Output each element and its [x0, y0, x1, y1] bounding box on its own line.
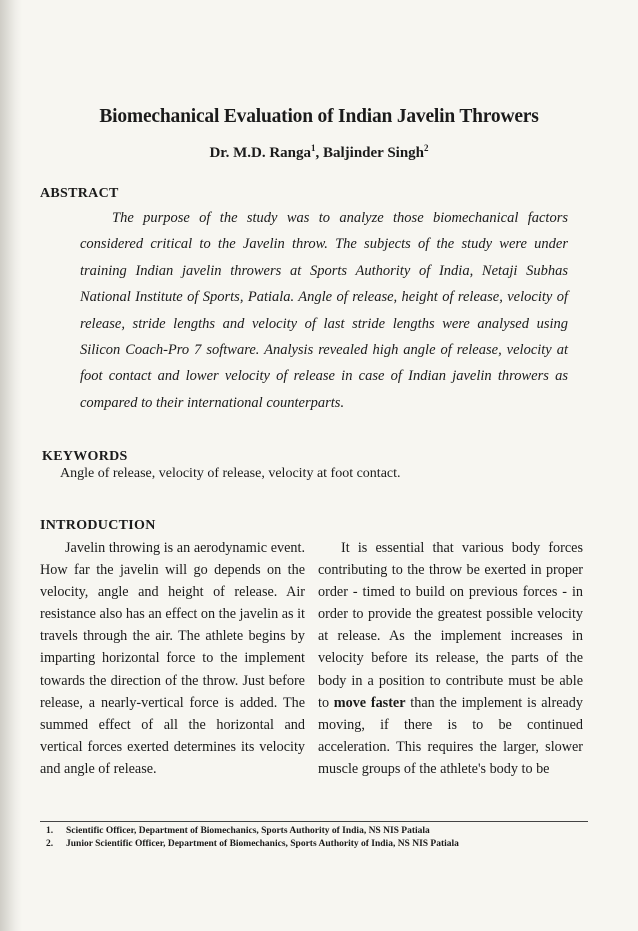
introduction-right-column: [318, 537, 583, 780]
abstract-body: [80, 205, 568, 416]
author-line: [0, 143, 638, 162]
right-column-text-1: It is essential that various body forces contributing to the throw be exerted in proper order - timed to build on previous forces - in order to provide the greatest possible velocity at release. As the implement increases in velocity before its release, the parts of the body in a position to contribute must be able to: [318, 540, 583, 711]
right-column-text-2: than the implement is already moving, if there is to be continued acceleration. This requires the larger, slower muscle groups of the athlete's body to be: [318, 694, 583, 777]
footnote-1: [46, 826, 430, 836]
footnote-2-marker: 2.: [46, 839, 54, 849]
introduction-left-column: Javelin throwing is an aerodynamic event. How far the javelin will go depends on the velocity, angle and height of release. Air resistance also has an effect on the javelin as it travels through the air. The athlete begins by imparting horizontal force to the implement towards the direction of the throw. Just before release, a nearly-vertical force is added. The summed effect of all the horizontal and vertical forces exerted determines its velocity and angle of release.: [40, 540, 305, 777]
footnote-1-marker: 1.: [46, 826, 54, 836]
paper-title: Biomechanical Evaluation of Indian Javelin Throwers: [99, 106, 539, 127]
author-2-affiliation-mark: 2: [424, 143, 429, 153]
author-1-affiliation-mark: 1: [311, 143, 316, 153]
author-separator: ,: [315, 145, 323, 161]
footnote-1-text: Scientific Officer, Department of Biomechanics, Sports Authority of India, NS NIS Patiala: [66, 826, 430, 836]
footnote-divider: [40, 821, 588, 822]
author-1: Dr. M.D. Ranga: [209, 145, 311, 161]
right-column-bold-phrase: move faster: [333, 694, 406, 711]
abstract-text: The purpose of the study was to analyze those biomechanical factors considered critical to the Javelin throw. The subjects of the study were under training Indian javelin throwers at Sports Authority of India, Netaji Subhas National Institute of Sports, Patiala. Angle of release, height of release, velocity of release, stride lengths and velocity of last stride lengths were analysed using Silicon Coach-Pro 7 software. Analysis revealed high angle of release, velocity at foot contact and lower velocity of release in case of Indian javelin throwers as compared to their international counterparts.: [80, 210, 568, 411]
footnote-2: [46, 839, 459, 849]
introduction-heading: INTRODUCTION: [40, 518, 156, 533]
author-2: Baljinder Singh: [323, 145, 425, 161]
keywords-text: Angle of release, velocity of release, velocity at foot contact.: [60, 466, 401, 481]
footnote-2-text: Junior Scientific Officer, Department of Biomechanics, Sports Authority of India, NS NIS Patiala: [66, 839, 459, 849]
page-binding-edge: [0, 0, 22, 931]
abstract-heading: ABSTRACT: [40, 186, 119, 201]
keywords-heading: KEYWORDS: [42, 449, 128, 464]
